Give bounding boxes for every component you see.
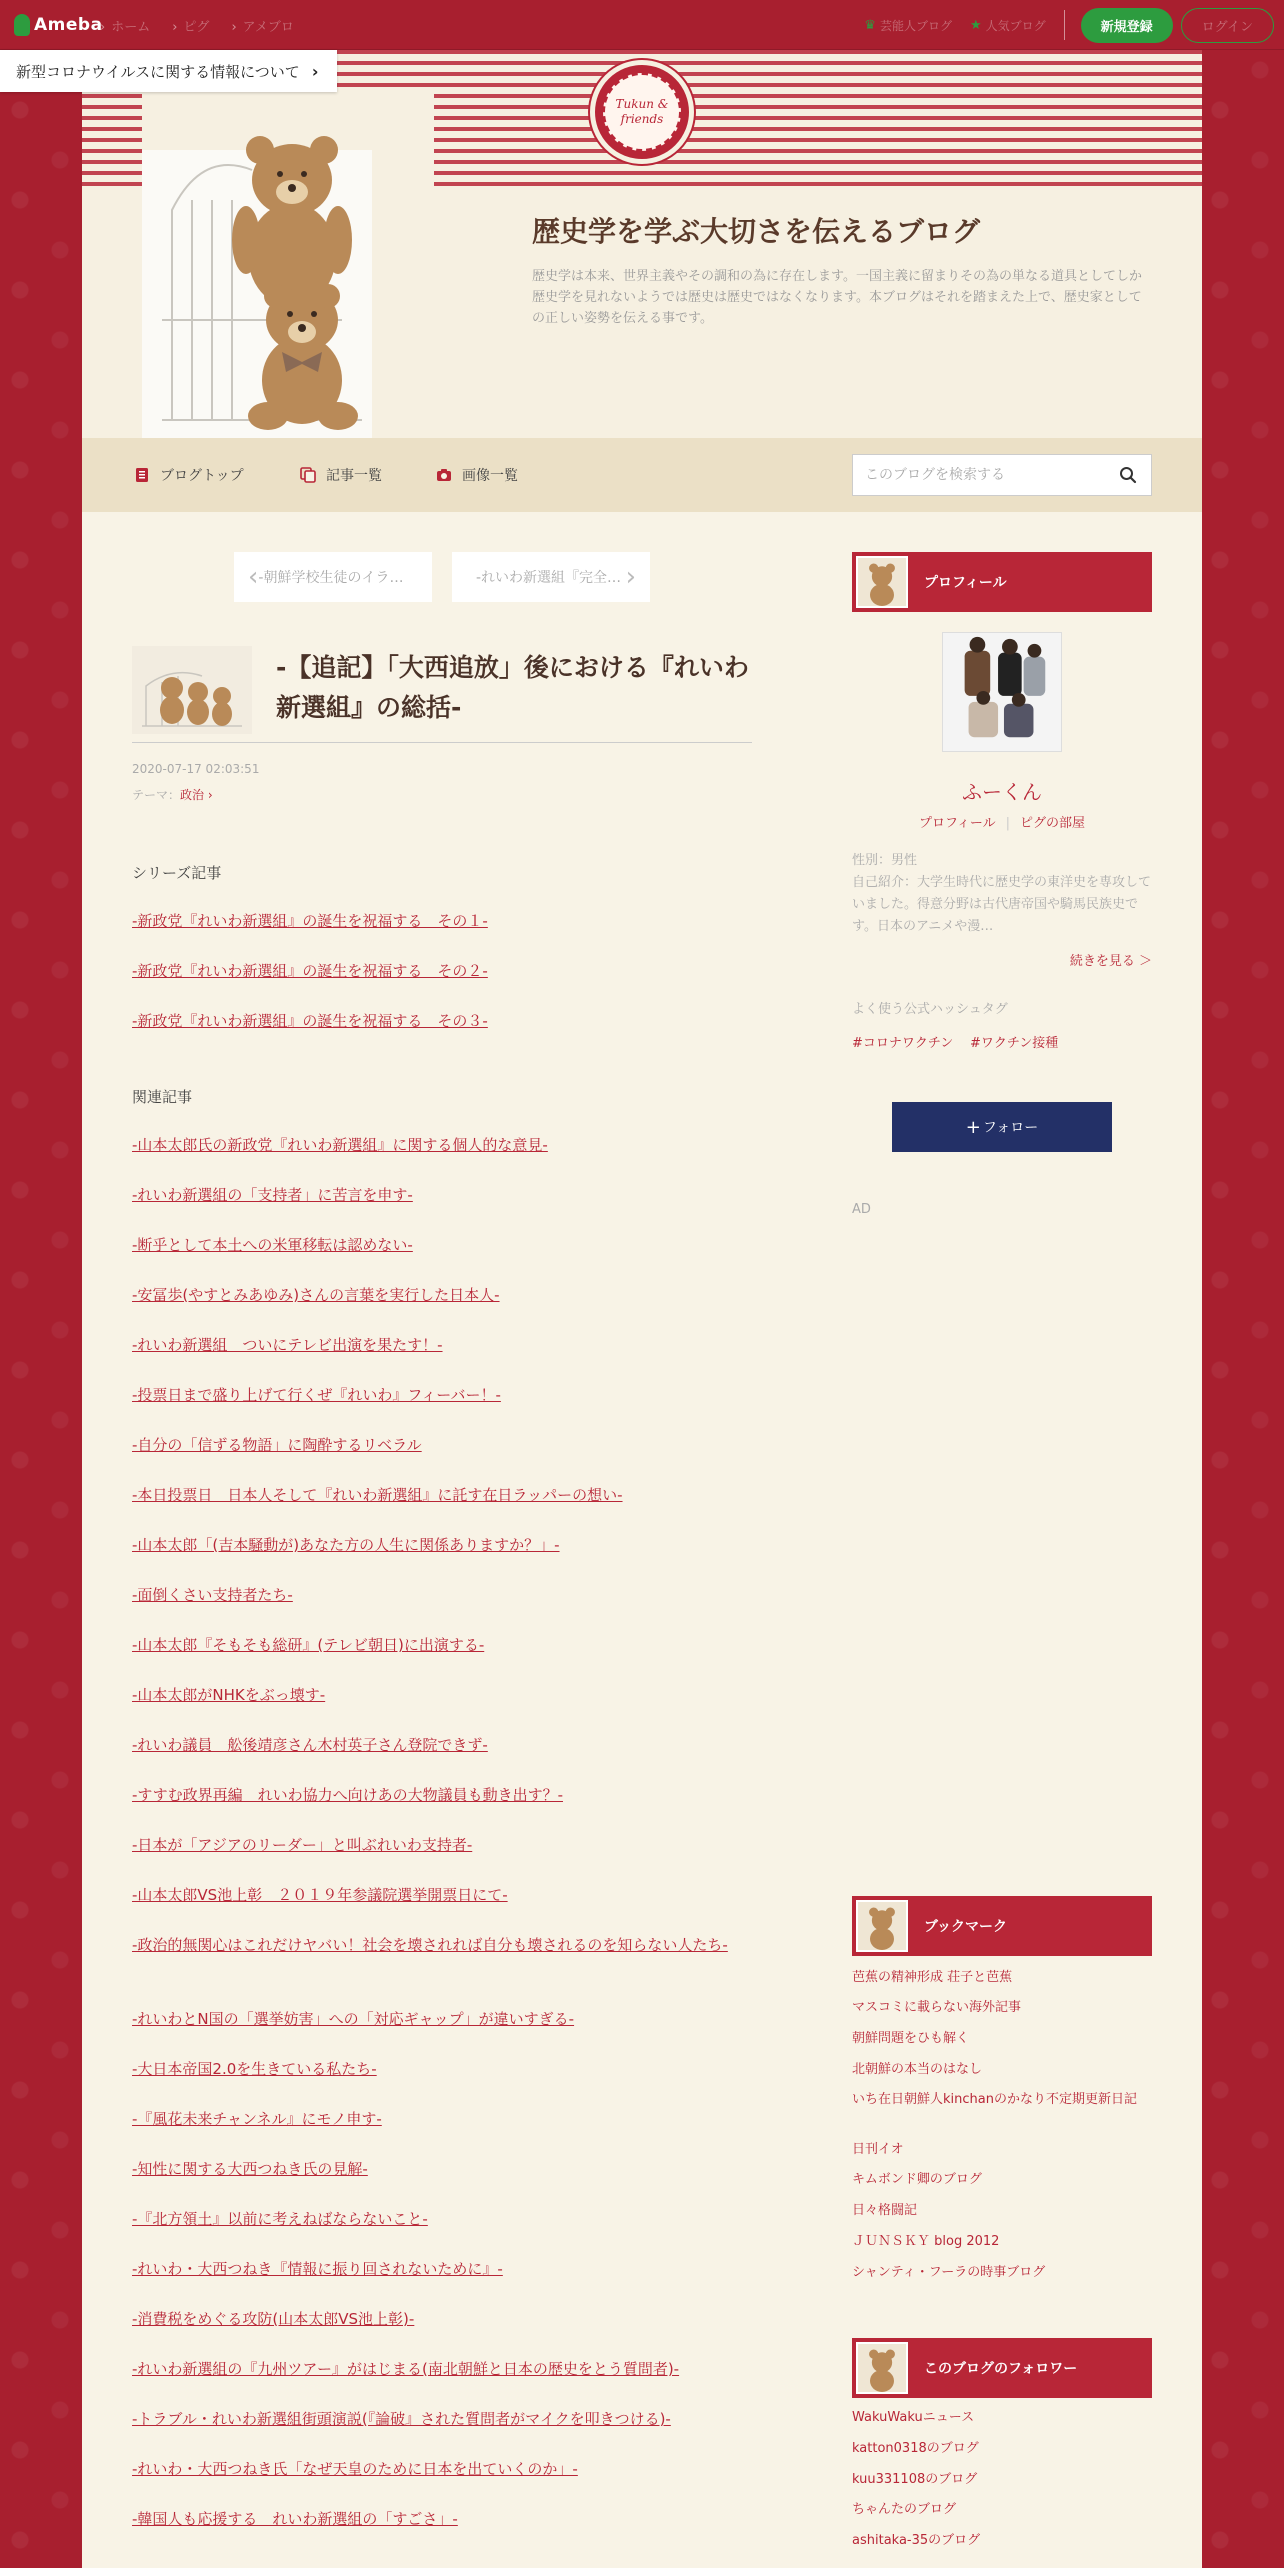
related-link[interactable]: -すすむ政界再編 れいわ協力へ向けあの大物議員も動き出す？- <box>132 1786 563 1804</box>
related-link[interactable]: -れいわ新選組の『九州ツアー』がはじまる(南北朝鮮と日本の歴史をとう質問者)- <box>132 2360 680 2378</box>
related-link[interactable]: -知性に関する大西つねき氏の見解- <box>132 2160 368 2178</box>
bookmark-link[interactable]: 日刊イオ <box>852 2142 904 2157</box>
header-badge <box>590 60 694 164</box>
chevron-right-icon: › <box>625 562 636 592</box>
pigg-room-link[interactable]: ピグの部屋 <box>1020 816 1086 831</box>
popular-blog-label: 人気ブログ <box>985 18 1046 33</box>
nav-image-list-label: 画像一覧 <box>462 468 518 484</box>
series-link[interactable]: -新政党『れいわ新選組』の誕生を祝福する その３- <box>132 1012 488 1030</box>
prev-article-button[interactable] <box>234 552 432 602</box>
ad-label: AD <box>852 1202 871 1217</box>
hashtag-heading: よく使う公式ハッシュタグ <box>852 1002 1008 1017</box>
ameba-mark-icon <box>14 14 30 36</box>
bookmark-link[interactable]: 北朝鮮の本当のはなし <box>852 2062 983 2077</box>
related-link[interactable]: -山本太郎「(吉本騒動が)あなた方の人生に関係ありますか？」- <box>132 1536 560 1554</box>
global-nav <box>100 16 294 35</box>
blog-search-input[interactable] <box>853 467 1103 483</box>
follower-link[interactable]: kuu331108のブログ <box>852 2472 978 2487</box>
profile-heading-label: プロフィール <box>924 575 1007 591</box>
related-link[interactable]: -山本太郎氏の新政党『れいわ新選組』に関する個人的な意見- <box>132 1136 548 1154</box>
profile-heading <box>852 552 1152 612</box>
nav-home-link[interactable]: › ホーム <box>100 16 150 35</box>
follow-button[interactable] <box>892 1102 1112 1152</box>
nav-ameblo-link[interactable]: › アメブロ <box>231 16 293 35</box>
related-link[interactable]: -れいわ・大西つねき氏「なぜ天皇のために日本を出ていくのか」- <box>132 2460 578 2478</box>
entry-thumbnail <box>132 646 252 734</box>
entry-title: -【追記】「大西追放」後における『れいわ新選組』の総括- <box>276 653 749 722</box>
series-link[interactable]: -新政党『れいわ新選組』の誕生を祝福する その２- <box>132 962 488 980</box>
crown-icon: ♛ <box>864 17 876 33</box>
related-heading: 関連記事 <box>132 1088 193 1106</box>
follower-link[interactable]: ashitaka-35のブログ <box>852 2533 981 2548</box>
related-link[interactable]: -れいわとN国の「選挙妨害」への「対応ギャップ」が違いすぎる- <box>132 2010 575 2028</box>
nav-pigg-link[interactable]: › ピグ <box>172 16 209 35</box>
entry-theme-link[interactable]: 政治 <box>180 788 205 802</box>
badge-text: Tukun & friends <box>603 73 681 151</box>
prev-article-label: -朝鮮学校生徒のイラ… <box>258 570 404 586</box>
followers-heading <box>852 2338 1152 2398</box>
follower-link[interactable]: WakuWakuニュース <box>852 2410 975 2425</box>
related-link[interactable]: -面倒くさい支持者たち- <box>132 1586 293 1604</box>
ameba-logo-text: Ameba <box>34 15 103 35</box>
entry-theme: テーマ：政治 › <box>132 788 213 802</box>
hashtag-link[interactable]: #コロナワクチン <box>852 1036 954 1051</box>
ameba-logo[interactable] <box>14 12 103 38</box>
blog-header <box>82 50 1202 438</box>
related-link[interactable]: -断乎として本土への米軍移転は認めない- <box>132 1236 413 1254</box>
follower-link[interactable]: katton0318のブログ <box>852 2441 979 2456</box>
followers-heading-label: このブログのフォロワー <box>924 2361 1078 2377</box>
related-link[interactable]: -投票日まで盛り上げて行くぜ『れいわ』フィーバー！- <box>132 1386 501 1404</box>
camera-icon <box>436 467 452 483</box>
next-article-button[interactable] <box>452 552 650 602</box>
entry-theme-label: テーマ： <box>132 788 181 802</box>
nav-article-list[interactable] <box>300 465 382 485</box>
document-icon <box>134 467 150 483</box>
entry-title-divider <box>132 742 752 743</box>
series-heading: シリーズ記事 <box>132 864 222 882</box>
hashtag-link[interactable]: #ワクチン接種 <box>970 1036 1059 1051</box>
related-link[interactable]: -韓国人も応援する れいわ新選組の「すごさ」- <box>132 2510 458 2528</box>
popular-blog-link[interactable] <box>970 17 1046 34</box>
blog-avatar[interactable] <box>856 2342 908 2394</box>
profile-photo[interactable] <box>942 632 1062 752</box>
blog-description: 歴史学は本来、世界主義やその調和の為に存在します。一国主義に留まりその為の単なる道具としてしか歴史学を見れないようでは歴史は歴史ではなくなります。本ブログはそれを踏まえた上で、歴史家としての正しい姿勢を伝える事です。 <box>532 269 1142 326</box>
related-link[interactable]: -トラブル・れいわ新選組街頭演説(『論破』された質問者がマイクを叩きつける)- <box>132 2410 671 2428</box>
search-icon[interactable] <box>1119 466 1137 484</box>
next-article-label: -れいわ新選組『完全… <box>476 570 622 586</box>
bookmark-link[interactable]: シャンティ・フーラの時事ブログ <box>852 2265 1046 2280</box>
related-link[interactable]: -本日投票日 日本人そして『れいわ新選組』に託す在日ラッパーの想い- <box>132 1486 623 1504</box>
profile-links: プロフィール | ピグの部屋 <box>918 816 1086 831</box>
global-header-right <box>864 0 1284 50</box>
related-link[interactable]: -れいわ新選組 ついにテレビ出演を果たす！- <box>132 1336 443 1354</box>
star-icon: ★ <box>969 17 982 33</box>
global-header <box>0 0 1284 50</box>
related-link[interactable]: -れいわ・大西つねき『情報に振り回されないために』- <box>132 2260 503 2278</box>
blog-container <box>82 50 1202 2568</box>
blog-avatar[interactable] <box>856 1900 908 1952</box>
bookmark-link[interactable]: マスコミに載らない海外記事 <box>852 2000 1022 2015</box>
related-link[interactable]: -自分の「信ずる物語」に陶酔するリベラル <box>132 1436 422 1454</box>
related-link[interactable]: -れいわ議員 舩後靖彦さん木村英子さん登院できず- <box>132 1736 488 1754</box>
related-link[interactable]: -消費税をめぐる攻防(山本太郎VS池上彰)- <box>132 2310 415 2328</box>
nav-blog-top-label: ブログトップ <box>160 468 244 484</box>
related-link[interactable]: -山本太郎『そもそも総研』(テレビ朝日)に出演する- <box>132 1636 485 1654</box>
profile-name[interactable]: ふーくん <box>962 780 1042 804</box>
follower-link[interactable]: ちゃんたのブログ <box>852 2502 957 2517</box>
related-link[interactable]: -大日本帝国2.0を生きている私たち- <box>132 2060 377 2078</box>
related-link[interactable]: -れいわ新選組の「支持者」に苦言を申す- <box>132 1186 413 1204</box>
bookmarks-heading-label: ブックマーク <box>924 1919 1008 1935</box>
profile-more-link[interactable]: 続きを見る ＞ <box>1069 954 1152 969</box>
profile-gender: 性別：男性 <box>852 853 918 868</box>
related-link[interactable]: -安冨歩(やすとみあゆみ)さんの言葉を実行した日本人- <box>132 1286 500 1304</box>
related-link[interactable]: -『北方領土』以前に考えねばならないこと- <box>132 2210 428 2228</box>
bookmark-link[interactable]: いち在日朝鮮人kinchanのかなり不定期更新日記 <box>852 2092 1137 2107</box>
plus-icon: + <box>965 1116 981 1138</box>
celebrity-blog-link[interactable] <box>864 17 952 34</box>
blog-avatar[interactable] <box>856 556 908 608</box>
related-link[interactable]: -『風花未来チャンネル』にモノ申す- <box>132 2110 382 2128</box>
copy-pages-icon <box>300 467 316 483</box>
blog-nav <box>82 438 1202 512</box>
blog-search <box>852 454 1152 496</box>
nav-article-list-label: 記事一覧 <box>326 468 382 484</box>
login-button[interactable]: ログイン <box>1181 8 1274 43</box>
register-button[interactable]: 新規登録 <box>1081 8 1173 43</box>
related-link[interactable]: -政治的無関心はこれだけヤバい！社会を壊されれば自分も壊されるのを知らない人たち- <box>132 1936 728 1954</box>
bookmark-link[interactable]: 日々格闘記 <box>852 2203 918 2218</box>
covid-info-label: 新型コロナウイルスに関する情報について <box>16 62 300 81</box>
bookmark-link[interactable]: 芭蕉の精神形成 荘子と芭蕉 <box>852 1970 1013 1985</box>
bookmark-link[interactable]: キムボンド卿のブログ <box>852 2172 982 2187</box>
bookmark-link[interactable]: 朝鮮問題をひも解く <box>852 2031 970 2046</box>
related-link[interactable]: -山本太郎がNHKをぶっ壊す- <box>132 1686 326 1704</box>
header-divider <box>1064 10 1065 40</box>
entry-date: 2020-07-17 02:03:51 <box>132 762 260 776</box>
bookmarks-heading <box>852 1896 1152 1956</box>
related-link[interactable]: -山本太郎VS池上彰 ２０１９年参議院選挙開票日にて- <box>132 1886 508 1904</box>
covid-info-banner[interactable] <box>0 50 337 92</box>
profile-intro: 自己紹介：大学生時代に歴史学の東洋史を専攻していました。得意分野は古代唐帝国や騎馬民族史です。日本のアニメや漫… <box>852 875 1152 934</box>
nav-image-list[interactable] <box>436 465 518 485</box>
series-link[interactable]: -新政党『れいわ新選組』の誕生を祝福する その１- <box>132 912 488 930</box>
profile-link[interactable]: プロフィール <box>918 816 996 831</box>
related-link[interactable]: -日本が「アジアのリーダー」と叫ぶれいわ支持者- <box>132 1836 473 1854</box>
celebrity-blog-label: 芸能人ブログ <box>879 18 952 33</box>
nav-blog-top[interactable] <box>134 465 244 485</box>
chevron-right-icon: › <box>311 61 319 81</box>
chevron-left-icon: ‹ <box>248 562 259 592</box>
blog-title[interactable]: 歴史学を学ぶ大切さを伝えるブログ <box>532 215 981 248</box>
bookmark-link[interactable]: ＪＵＮＳＫＹ blog 2012 <box>852 2234 1000 2249</box>
follow-button-label: フォロー <box>982 1120 1039 1136</box>
teddy-bear-image <box>142 90 434 438</box>
